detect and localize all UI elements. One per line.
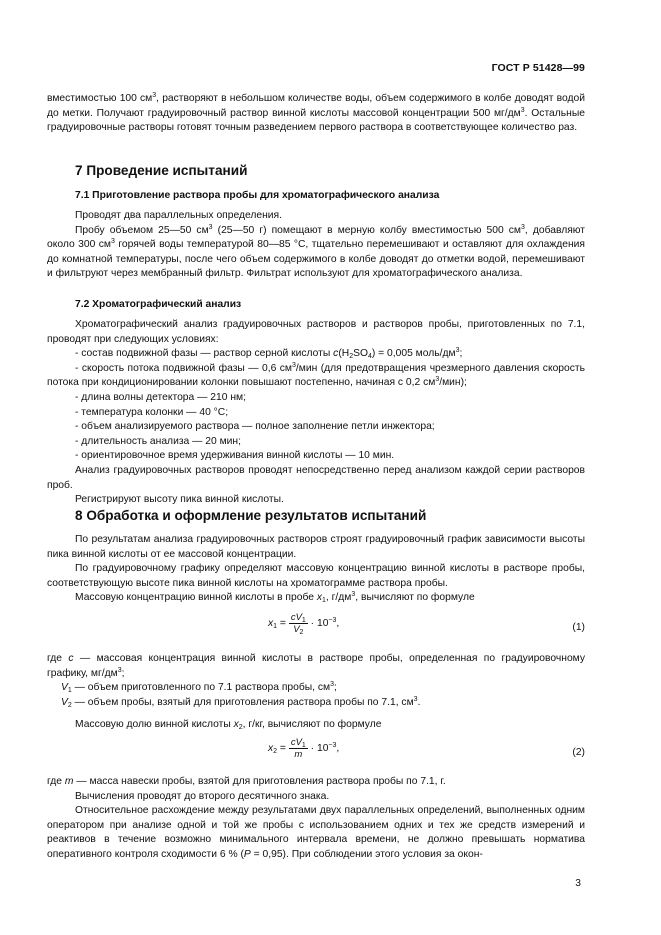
formula-2-fraction: $\frac{cV_1}{m}$ (290, 736, 306, 760)
s8-p6: Относительное расхождение между результатами двух параллельных определений, выполненных одним оператором при анализе одной и той же пробы с использованием одних и тех же средств измерений и реактивов в течение возможно минимального интервала времени, не должно превышать норматива оперативного контроля сходимости 6 % (P = 0,95). При соблюдении этого условия за окон- (47, 805, 585, 860)
section-7-2-title: 7.2 Хроматографический анализ (75, 299, 242, 310)
intro-block (47, 92, 585, 136)
s72-list-item-2: - скорость потока подвижной фазы — 0,6 $см^3$/мин (для предотвращения чрезмерного давления скорость потока при кондиционировании колонки повышают постепенно, начиная с 0,2 $см^3/мин$); (47, 361, 585, 389)
formula-1: $x_1$ = $\frac{cV_1}{V_2}$ · $10^{-3}$, (1) (268, 611, 585, 636)
section-7-1 (47, 190, 585, 282)
s8-p1: По результатам анализа градуировочных растворов строят градуировочный график зависимости высоты пика винной кислоты от ее массовой концентрации. (47, 534, 585, 560)
intro-paragraph: вместимостью 100 $см^3$, растворяют в небольшом количестве воды, объем содержимого в колбе доводят водой до метки. Получают градуировочный раствор винной кислоты массовой концентрации 500 $мг/дм^3$. Остальные градуировочные растворы готовят точным разведением первого раствора в соответствующее количество раз. (47, 92, 585, 134)
definitions-1 (47, 652, 585, 710)
page-number: 3 (575, 878, 581, 889)
s72-list-item-3: - длина волны детектора — 210 нм; (75, 391, 246, 403)
s72-p2: Анализ градуировочных растворов проводят непосредственно перед анализом каждой серии растворов проб. (47, 464, 585, 491)
section-8 (47, 508, 585, 863)
s72-list-item-5: - объем анализируемого раствора — полное заполнение петли инжектора; (75, 421, 435, 433)
s72-list-item-6: - длительность анализа — 20 мин; (75, 435, 241, 447)
formula-1-fraction: $\frac{cV_1}{V_2}$ (290, 611, 306, 636)
definition-c: где c — массовая концентрация винной кислоты в растворе пробы, определенная по градуировочному графику, $мг/дм^3$; (47, 652, 586, 679)
s72-list-item-1: - состав подвижной фазы — раствор серной кислоты $c(H_2SO_4) = 0,005$ моль/$дм^3$; (75, 347, 463, 361)
formula-2: $x_2$ = $\frac{cV_1}{m}$ · $10^{-3}$, (2) (268, 736, 585, 760)
definition-m: где m — масса навески пробы, взятой для приготовления раствора пробы по 7.1, г. (47, 775, 446, 787)
s72-list-item-7: - ориентировочное время удерживания винной кислоты — 10 мин. (75, 450, 395, 462)
formula-2-number: (2) (572, 746, 585, 758)
definition-v2: $V_2$ — объем пробы, взятый для приготовления раствора пробы по 7.1, $см^3$. (61, 695, 421, 709)
s8-p2: По градуировочному графику определяют массовую концентрацию винной кислоты в растворе пробы, соответствующую высоте пика винной кислоты на хроматограмме раствора пробы. (47, 563, 585, 589)
s71-p2: Пробу объемом 25—50 $см^3$ (25—50 г) помещают в мерную колбу вместимостью 500 $см^3$, добавляют около 300 $см^3$ горячей воды температурой 80—85 °С, тщательно перемешивают и оставляют для охлаждения до комнатной температуры, после чего объем содержимого в колбе доводят до отметки водой, перемешивают и фильтруют через мембранный фильтр. Фильтрат используют для хроматографического анализа. (47, 223, 585, 280)
s72-p3: Регистрируют высоту пика винной кислоты. (75, 494, 284, 506)
s71-p1: Проводят два параллельных определения. (75, 210, 282, 221)
s72-p1: Хроматографический анализ градуировочных растворов и растворов пробы, приготовленных по 7.1, проводят при следующих условиях: (47, 319, 585, 345)
section-7-title: 7 Проведение испытаний (75, 163, 248, 178)
section-7-2 (47, 299, 585, 508)
section-8-title: 8 Обработка и оформление результатов испытаний (75, 508, 427, 523)
s8-p3: Массовую концентрацию винной кислоты в пробе $x_1$, $г/дм^3$, вычисляют по формуле (75, 591, 475, 605)
section-7 (47, 163, 585, 178)
formula-1-number: (1) (572, 621, 585, 633)
s8-p5: Вычисления проводят до второго десятичного знака. (75, 790, 330, 802)
s8-p4: Массовую долю винной кислоты $x_2$, г/кг, вычисляют по формуле (75, 719, 382, 732)
s72-list-item-4: - температура колонки — 40 °С; (75, 406, 229, 418)
document-code: ГОСТ Р 51428—99 (491, 62, 585, 74)
section-7-1-title: 7.1 Приготовление раствора пробы для хроматографического анализа (75, 190, 440, 201)
definition-v1: $V_1$ — объем приготовленного по 7.1 раствора пробы, $см^3$; (61, 681, 337, 695)
